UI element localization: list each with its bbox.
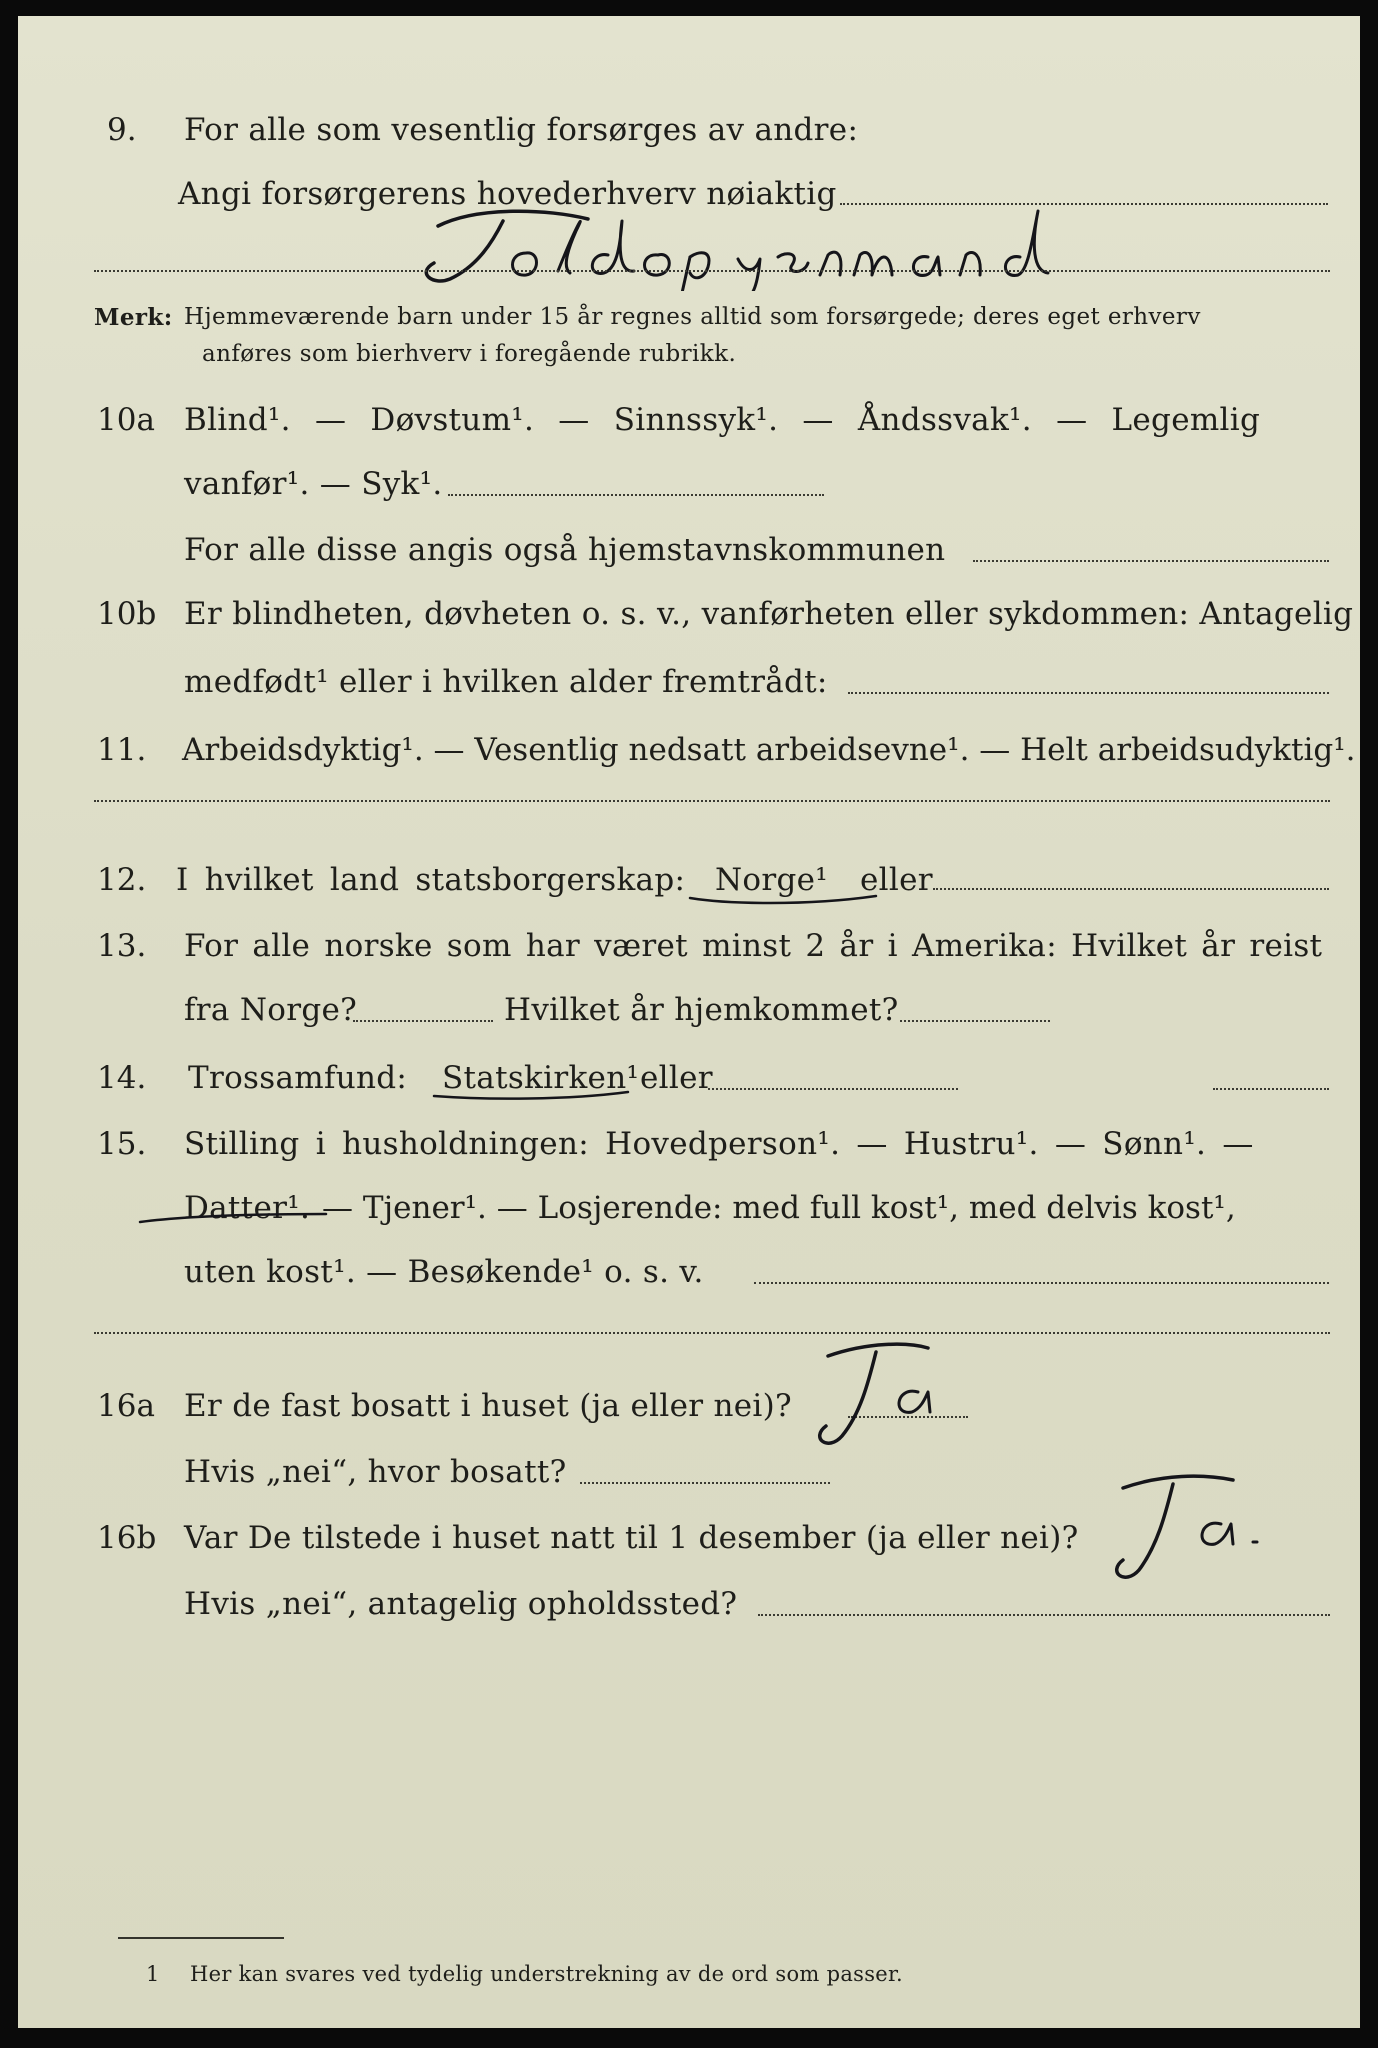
q16a-line1: Er de fast bosatt i huset (ja eller nei)? <box>184 1388 792 1424</box>
q12-prefix: I hvilket land statsborgerskap: <box>176 862 686 898</box>
q13-line1: For alle norske som har været minst 2 år i Amerika: Hvilket år reist <box>184 928 1323 964</box>
q10b-number: 10b <box>97 596 157 632</box>
q10a-line3: For alle disse angis også hjemstavnskommunen <box>184 532 946 568</box>
q9-handwritten-answer <box>408 201 1098 291</box>
q15-line3: uten kost¹. — Besøkende¹ o. s. v. <box>184 1254 704 1290</box>
q14-choice-statskirken: Statskirken¹ <box>442 1060 640 1096</box>
q9-line1: For alle som vesentlig forsørges av andre: <box>184 112 859 148</box>
footnote-text: Her kan svares ved tydelig understrekning av de ord som passer. <box>190 1962 904 1986</box>
q16b-line2: Hvis „nei“, antagelig opholdssted? <box>184 1586 738 1622</box>
q10b-line1: Er blindheten, døvheten o. s. v., vanførheten eller sykdommen: Antagelig <box>184 596 1354 632</box>
q13-part-b: Hvilket år hjemkommet? <box>504 992 899 1028</box>
q15-answer-line <box>754 1282 1329 1284</box>
q11-number: 11. <box>97 732 147 768</box>
q16b-answer-line <box>758 1614 1330 1616</box>
q10a-number: 10a <box>97 402 155 438</box>
q10b-answer-line <box>848 692 1329 694</box>
q14-underline-stroke <box>428 1082 638 1112</box>
q10a-line1: Blind¹. — Døvstum¹. — Sinnssyk¹. — Åndssvak¹. — Legemlig <box>184 402 1261 438</box>
q14-suffix: eller <box>640 1060 713 1096</box>
q16a-number: 16a <box>97 1388 155 1424</box>
q15-choice-datter: Datter¹. <box>184 1190 311 1226</box>
q11-answer-line <box>94 800 1330 802</box>
q14-answer-line-b <box>1213 1088 1329 1090</box>
q12-answer-line <box>933 888 1329 890</box>
q16b-line1: Var De tilstede i huset natt til 1 desember (ja eller nei)? <box>184 1520 1079 1556</box>
q15-underline-stroke <box>136 1208 336 1238</box>
q13-part-a: fra Norge? <box>184 992 358 1028</box>
footnote-mark: 1 <box>146 1962 160 1986</box>
q10a-home-line <box>973 560 1329 562</box>
merk-label: Merk: <box>94 304 173 331</box>
q16b-handwritten-answer <box>1093 1466 1293 1596</box>
q15-line2: — Tjener¹. — Losjerende: med full kost¹, med delvis kost¹, <box>322 1190 1236 1226</box>
footnote-rule <box>118 1937 284 1939</box>
q13-reist-line <box>353 1020 493 1022</box>
q10a-answer-line <box>448 494 824 496</box>
q9-line2: Angi forsørgerens hovederhverv nøiaktig <box>178 176 837 212</box>
q16a-line2: Hvis „nei“, hvor bosatt? <box>184 1454 567 1490</box>
q13-hjemkommet-line <box>900 1020 1050 1022</box>
q12-number: 12. <box>97 862 147 898</box>
q15-line1: Stilling i husholdningen: Hovedperson¹. — Hustru¹. — Sønn¹. — <box>184 1126 1254 1162</box>
q14-prefix: Trossamfund: <box>188 1060 408 1096</box>
q12-underline-stroke <box>686 886 886 916</box>
q16a-handwritten-answer <box>798 1334 958 1464</box>
q9-extra-line <box>94 270 1330 272</box>
census-form-page <box>18 16 1360 2028</box>
q12-choice-norge: Norge¹ <box>715 862 829 898</box>
q10a-line2: vanfør¹. — Syk¹. <box>184 466 443 502</box>
q16b-number: 16b <box>97 1520 157 1556</box>
q13-number: 13. <box>97 928 147 964</box>
q15-extra-line <box>94 1332 1330 1334</box>
q11-line1: Arbeidsdyktig¹. — Vesentlig nedsatt arbeidsevne¹. — Helt arbeidsudyktig¹. <box>182 732 1356 768</box>
q15-number: 15. <box>97 1126 147 1162</box>
q16a-bosatt-line <box>580 1482 830 1484</box>
merk-line2: anføres som bierhverv i foregående rubrikk. <box>202 341 737 367</box>
q12-suffix: eller <box>860 862 933 898</box>
q9-number: 9. <box>107 112 137 148</box>
q10b-line2: medfødt¹ eller i hvilken alder fremtrådt: <box>184 664 828 700</box>
q14-number: 14. <box>97 1060 147 1096</box>
q14-answer-line-a <box>708 1088 958 1090</box>
merk-line1: Hjemmeværende barn under 15 år regnes alltid som forsørgede; deres eget erhverv <box>184 304 1201 330</box>
